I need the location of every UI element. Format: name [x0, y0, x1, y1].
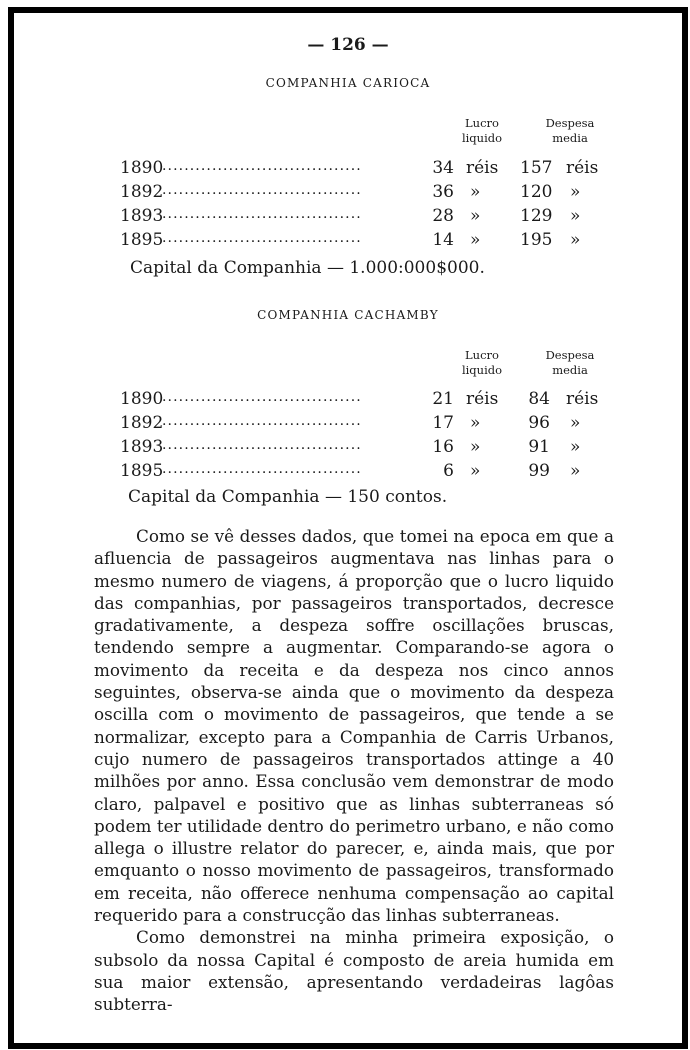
- despesa-value: 99: [528, 461, 550, 481]
- column-header-lucro-liquido: Lucro liquido: [461, 116, 503, 145]
- column-header-despesa-media: Despesa media: [545, 116, 595, 145]
- row-year: 1893: [120, 437, 164, 457]
- lucro-value: 34: [432, 158, 454, 178]
- despesa-unit: »: [570, 230, 581, 250]
- despesa-unit: »: [570, 206, 581, 226]
- section-title-cachamby: COMPANHIA CACHAMBY: [257, 308, 439, 322]
- despesa-unit: »: [570, 437, 581, 457]
- despesa-unit: »: [570, 182, 581, 202]
- row-year: 1895: [120, 230, 164, 250]
- table-row: [120, 206, 620, 230]
- leader-dots: ....................................: [162, 182, 362, 198]
- table-row: [120, 437, 620, 461]
- lucro-value: 28: [432, 206, 454, 226]
- table-row: [120, 230, 620, 254]
- despesa-value: 195: [520, 230, 553, 250]
- leader-dots: ....................................: [162, 461, 362, 477]
- despesa-value: 129: [520, 206, 553, 226]
- paragraph: Como demonstrei na minha primeira exposição, o subsolo da nossa Capital é composto de areia humida em sua maior extensão, apresentando verdadeiras lagôas subterra-: [94, 927, 614, 1015]
- lucro-value: 36: [432, 182, 454, 202]
- table-row: [120, 182, 620, 206]
- despesa-unit: »: [570, 461, 581, 481]
- lucro-unit: »: [470, 230, 481, 250]
- paragraph: Como se vê desses dados, que tomei na epoca em que a afluencia de passageiros augmentava nas linhas para o mesmo numero de viagens, á proporção que o lucro liquido das companhias, por passageiros transportados, decresce gradativamente, a despeza soffre oscillações bruscas, tendendo sempre a augmentar. Comparando-se agora o movimento da receita e da despeza nos cinco annos seguintes, observa-se ainda que o movimento da despeza oscilla com o movimento de passageiros, que tende a se normalizar, excepto para a Companhia de Carris Urbanos, cujo numero de passageiros transportados attinge a 40 milhões por anno. Essa conclusão vem demonstrar de modo claro, palpavel e positivo que as linhas subterraneas só podem ter utilidade dentro do perimetro urbano, e não como allega o illustre relator do parecer, e, ainda mais, que por emquanto o nosso movimento de passageiros, transformado em receita, não offerece nenhuma compensação ao capital requerido para a construcção das linhas subterraneas.: [94, 526, 614, 926]
- leader-dots: ....................................: [162, 206, 362, 222]
- despesa-unit: »: [570, 413, 581, 433]
- table-row: [120, 389, 620, 413]
- column-header-lucro-liquido: Lucro liquido: [461, 348, 503, 377]
- leader-dots: ....................................: [162, 437, 362, 453]
- lucro-unit: »: [470, 461, 481, 481]
- lucro-unit: réis: [466, 389, 499, 409]
- lucro-unit: réis: [466, 158, 499, 178]
- row-year: 1890: [120, 389, 164, 409]
- despesa-unit: réis: [566, 158, 599, 178]
- leader-dots: ....................................: [162, 158, 362, 174]
- capital-carioca: Capital da Companhia — 1.000:000$000.: [130, 258, 485, 278]
- lucro-value: 16: [432, 437, 454, 457]
- leader-dots: ....................................: [162, 389, 362, 405]
- lucro-unit: »: [470, 182, 481, 202]
- despesa-value: 84: [528, 389, 550, 409]
- row-year: 1892: [120, 182, 164, 202]
- row-year: 1890: [120, 158, 164, 178]
- page-number: — 126 —: [307, 35, 389, 55]
- lucro-value: 6: [443, 461, 454, 481]
- leader-dots: ....................................: [162, 230, 362, 246]
- book-page: [14, 13, 682, 1043]
- lucro-unit: »: [470, 206, 481, 226]
- leader-dots: ....................................: [162, 413, 362, 429]
- lucro-value: 21: [432, 389, 454, 409]
- lucro-unit: »: [470, 413, 481, 433]
- lucro-value: 14: [432, 230, 454, 250]
- despesa-unit: réis: [566, 389, 599, 409]
- table-row: [120, 461, 620, 485]
- lucro-value: 17: [432, 413, 454, 433]
- lucro-unit: »: [470, 437, 481, 457]
- table-row: [120, 158, 620, 182]
- despesa-value: 120: [520, 182, 553, 202]
- column-header-despesa-media: Despesa media: [545, 348, 595, 377]
- despesa-value: 157: [520, 158, 553, 178]
- body-text: [94, 525, 614, 1016]
- row-year: 1892: [120, 413, 164, 433]
- row-year: 1893: [120, 206, 164, 226]
- section-title-carioca: COMPANHIA CARIOCA: [265, 76, 431, 90]
- capital-cachamby: Capital da Companhia — 150 contos.: [128, 487, 448, 507]
- row-year: 1895: [120, 461, 164, 481]
- table-row: [120, 413, 620, 437]
- despesa-value: 96: [528, 413, 550, 433]
- despesa-value: 91: [528, 437, 550, 457]
